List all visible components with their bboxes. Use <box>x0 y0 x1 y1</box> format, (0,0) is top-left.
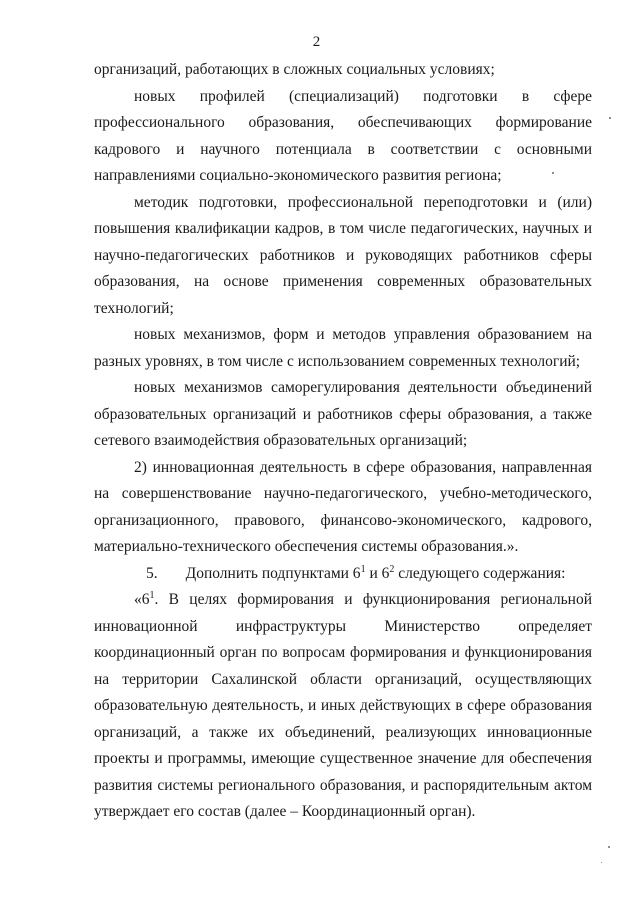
scan-speck <box>608 846 610 848</box>
item-text-before: Дополнить подпунктами 6 <box>185 564 361 582</box>
item-text-middle: и 6 <box>365 564 390 582</box>
subitem-text: . В целях формирования и функционирования региональной инновационной инфраструктуры Министерство определяет координационный орган по вопросам формирования и функционирования на территории Сахалинской области организаций, осуществляющих образовательную деятельность, и иных действующих в сфере образования организаций, а также их объединений, реализующих инновационные проекты и программы, имеющие существенное значение для обеспечения развития системы регионального образования, и распорядительным актом утверждает его состав (далее – Координационный орган). <box>94 591 592 820</box>
scan-speck <box>601 862 602 863</box>
scan-speck <box>552 172 554 174</box>
paragraph-item-5 <box>94 561 592 588</box>
superscript-1: 1 <box>360 563 366 575</box>
document-body <box>94 57 592 826</box>
scan-speck <box>609 117 611 119</box>
page-number: 2 <box>312 34 321 50</box>
subitem-prefix: «6 <box>134 591 150 608</box>
paragraph-management-mechanisms: новых механизмов, форм и методов управления образованием на разных уровнях, в том числе с использованием современных технологий; <box>94 326 592 370</box>
paragraph-subitem-6-1 <box>94 587 592 826</box>
paragraph-continuation: организаций, работающих в сложных социальных условиях; <box>94 61 495 78</box>
subitem-superscript: 1 <box>149 590 155 601</box>
paragraph-innovation-activity: 2) инновационная деятельность в сфере образования, направленная на совершенствование научно-педагогического, учебно-методического, организационного, правового, финансово-экономического, кадрового, материально-технического обеспечения системы образования.». <box>94 458 592 555</box>
paragraph-new-profiles: новых профилей (специализаций) подготовки в сфере профессионального образования, обеспечивающих формирование кадрового и научного потенциала в соответствии с основными направлениями социально-экономического развития региона; <box>94 87 592 184</box>
paragraph-self-regulation: новых механизмов саморегулирования деятельности объединений образовательных организаций и работников сферы образования, а также сетевого взаимодействия образовательных организаций; <box>94 379 592 449</box>
item-text-after: следующего содержания: <box>394 564 566 582</box>
superscript-2: 2 <box>389 563 395 575</box>
item-number: 5. <box>146 564 158 582</box>
paragraph-training-methods: методик подготовки, профессиональной переподготовки и (или) повышения квалификации кадров, в том числе педагогических, научных и научно-педагогических работников и руководящих работников сферы образования, на основе применения современных образовательных технологий; <box>94 193 592 317</box>
